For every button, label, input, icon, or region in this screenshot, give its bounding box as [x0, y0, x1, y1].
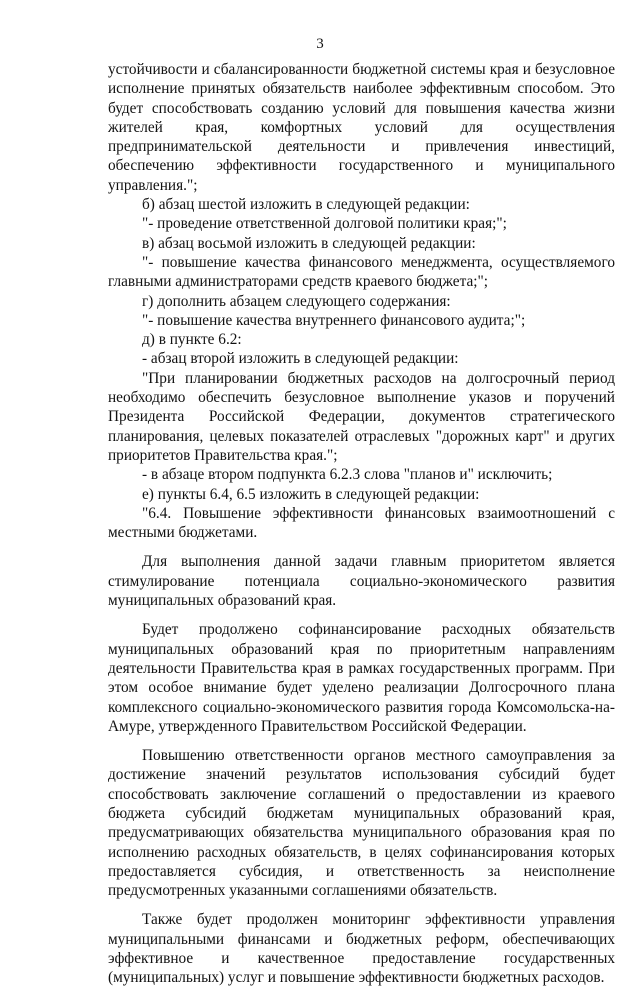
- paragraph-item-g: г) дополнить абзацем следующего содержания:: [142, 292, 451, 310]
- paragraph-section-6-4: "6.4. Повышение эффективности финансовых взаимоотношений с местными бюджетами.: [108, 504, 615, 542]
- paragraph-cofinancing: Будет продолжено софинансирование расходных обязательств муниципальных образований края по приоритетным направлениям деятельности Правительства края в рамках государственных программ. При этом особое внимание будет уделено реализации Долгосрочного плана комплексного социально-экономического развития города Комсомольска-на-Амуре, утвержденного Правительством Российской Федерации.: [108, 621, 615, 735]
- paragraph-sub-6-2-3: - в абзаце втором подпункта 6.2.3 слова "планов и" исключить;: [142, 466, 553, 484]
- paragraph-priority: Для выполнения данной задачи главным приоритетом является стимулирование потенциала социально-экономического развития муниципальных образований края.: [108, 553, 615, 610]
- paragraph-quote-planning: "При планировании бюджетных расходов на долгосрочный период необходимо обеспечить безусловное выполнение указов и поручений Президента Российской Федерации, документов стратегического планирования, целевых показателей отраслевых "дорожных карт" и других приоритетов Правительства края.";: [108, 369, 615, 464]
- document-body: [108, 60, 615, 988]
- paragraph-quote-financial-management: "- повышение качества финансового менеджмента, осуществляемого главными администраторами средств краевого бюджета;";: [108, 253, 615, 291]
- paragraph-quote-debt-policy: "- проведение ответственной долговой политики края;";: [142, 215, 507, 233]
- paragraph-continuation: устойчивости и сбалансированности бюджетной системы края и безусловное исполнение принятых обязательств наиболее эффективным способом. Это будет способствовать созданию условий для повышения качества жизни жителей края, комфортных условий для осуществления предпринимательской деятельности и привлечения инвестиций, обеспечению эффективности государственного и муниципального управления.";: [108, 61, 615, 194]
- paragraph-responsibility: Повышению ответственности органов местного самоуправления за достижение значений результатов использования субсидий будет способствовать заключение соглашений о предоставлении из краевого бюджета субсидий бюджетам муниципальных образований края, предусматривающих обязательства муниципального образования края по исполнению расходных обязательств, в целях софинансирования которых предоставляется субсидия, и ответственность за неисполнение предусмотренных указанными соглашениями обязательств.: [108, 747, 615, 900]
- paragraph-quote-internal-audit: "- повышение качества внутреннего финансового аудита;";: [142, 311, 526, 329]
- paragraph-item-d: д) в пункте 6.2:: [142, 331, 242, 349]
- page-number: 3: [316, 36, 324, 52]
- paragraph-item-v: в) абзац восьмой изложить в следующей редакции:: [142, 234, 476, 252]
- paragraph-sub-second-abzac: - абзац второй изложить в следующей редакции:: [142, 350, 459, 368]
- paragraph-item-e: е) пункты 6.4, 6.5 изложить в следующей редакции:: [142, 485, 480, 503]
- paragraph-item-b: б) абзац шестой изложить в следующей редакции:: [142, 196, 470, 214]
- paragraph-monitoring: Также будет продолжен мониторинг эффективности управления муниципальными финансами и бюджетных реформ, обеспечивающих эффективное и качественное предоставление государственных (муниципальных) услуг и повышение эффективности бюджетных расходов.: [108, 911, 615, 987]
